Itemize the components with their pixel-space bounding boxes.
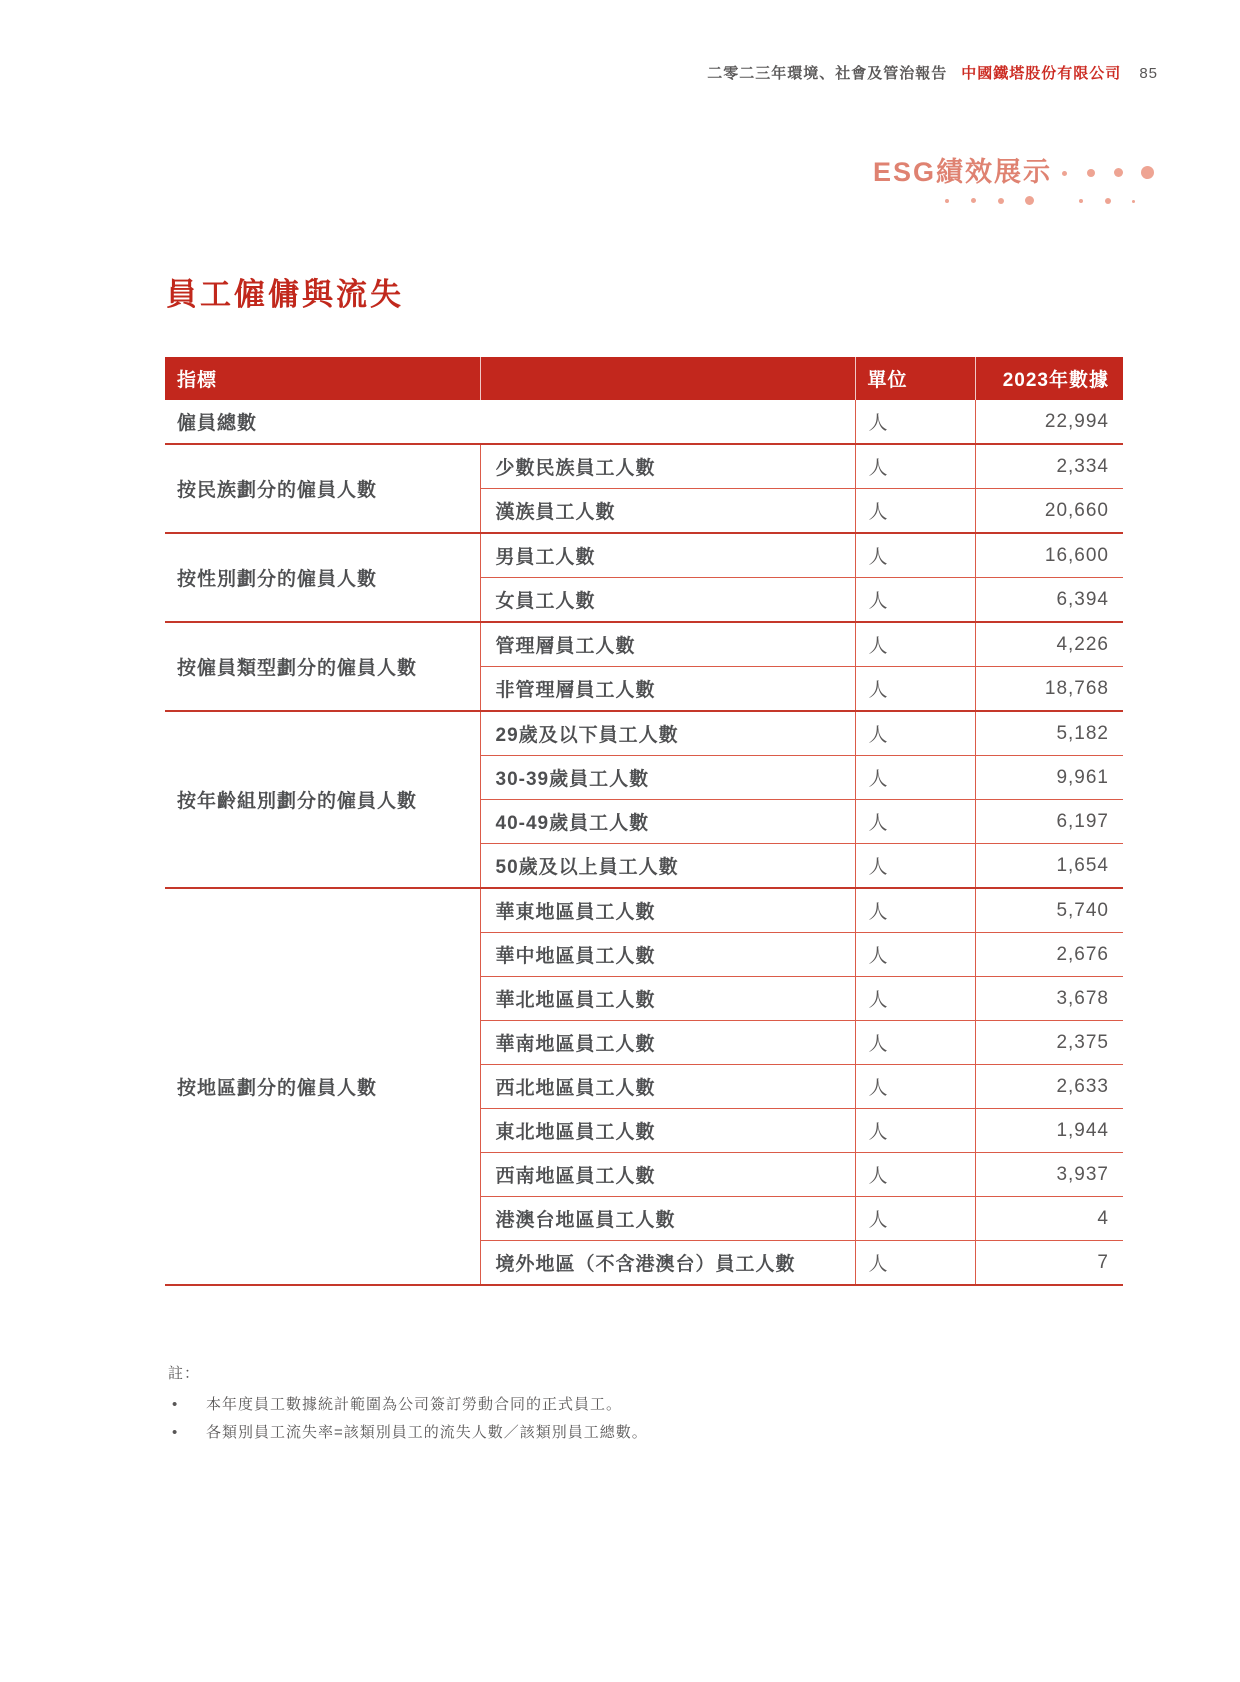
metric-cell: 50歲及以上員工人數	[480, 844, 855, 889]
value-cell: 3,937	[975, 1153, 1123, 1197]
metric-cell: 漢族員工人數	[480, 489, 855, 534]
header-2023-data: 2023年數據	[975, 357, 1123, 400]
notes-list	[168, 1391, 648, 1447]
unit-cell: 人	[855, 400, 975, 444]
page-header	[707, 62, 1158, 83]
category-cell: 按民族劃分的僱員人數	[165, 444, 480, 533]
value-cell: 2,676	[975, 933, 1123, 977]
page-title: 員工僱傭與流失	[166, 277, 404, 312]
value-cell: 6,197	[975, 800, 1123, 844]
page-number: 85	[1139, 65, 1158, 82]
dot-icon	[1062, 171, 1067, 176]
unit-cell: 人	[855, 1241, 975, 1286]
metric-cell: 29歲及以下員工人數	[480, 711, 855, 756]
metric-cell: 東北地區員工人數	[480, 1109, 855, 1153]
unit-cell: 人	[855, 1065, 975, 1109]
metric-cell: 華北地區員工人數	[480, 977, 855, 1021]
notes-label: 註：	[168, 1365, 201, 1382]
value-cell: 1,944	[975, 1109, 1123, 1153]
metric-cell: 非管理層員工人數	[480, 667, 855, 712]
value-cell: 20,660	[975, 489, 1123, 534]
metric-cell: 40-49歲員工人數	[480, 800, 855, 844]
header-unit: 單位	[855, 357, 975, 400]
metric-cell: 華南地區員工人數	[480, 1021, 855, 1065]
unit-cell: 人	[855, 1109, 975, 1153]
metric-cell: 華東地區員工人數	[480, 888, 855, 933]
category-cell: 按僱員類型劃分的僱員人數	[165, 622, 480, 711]
metrics-table	[165, 357, 1123, 1286]
metric-cell: 華中地區員工人數	[480, 933, 855, 977]
value-cell: 5,182	[975, 711, 1123, 756]
value-cell: 6,394	[975, 578, 1123, 623]
dot-icon	[1087, 169, 1095, 177]
dot-icon	[1025, 196, 1034, 205]
unit-cell: 人	[855, 1197, 975, 1241]
dot-icon	[1132, 200, 1135, 203]
table-row	[165, 444, 1123, 489]
notes-section	[168, 1362, 648, 1447]
unit-cell: 人	[855, 1153, 975, 1197]
category-cell: 按性別劃分的僱員人數	[165, 533, 480, 622]
metric-cell: 女員工人數	[480, 578, 855, 623]
unit-cell: 人	[855, 800, 975, 844]
value-cell: 16,600	[975, 533, 1123, 578]
value-cell: 18,768	[975, 667, 1123, 712]
unit-cell: 人	[855, 444, 975, 489]
category-cell: 僱員總數	[177, 413, 258, 434]
value-cell: 5,740	[975, 888, 1123, 933]
unit-cell: 人	[855, 844, 975, 889]
value-cell: 4,226	[975, 622, 1123, 667]
dot-icon	[1141, 166, 1154, 179]
note-item: • 本年度員工數據統計範圍為公司簽訂勞動合同的正式員工。	[168, 1391, 648, 1419]
value-cell: 2,375	[975, 1021, 1123, 1065]
unit-cell: 人	[855, 711, 975, 756]
dot-icon	[971, 198, 976, 203]
value-cell: 4	[975, 1197, 1123, 1241]
unit-cell: 人	[855, 977, 975, 1021]
value-cell: 7	[975, 1241, 1123, 1286]
value-cell: 22,994	[975, 400, 1123, 444]
dot-icon	[945, 199, 949, 203]
metric-cell: 30-39歲員工人數	[480, 756, 855, 800]
value-cell: 9,961	[975, 756, 1123, 800]
table-row	[165, 711, 1123, 756]
value-cell: 2,334	[975, 444, 1123, 489]
header-indicator-spacer	[480, 357, 855, 400]
unit-cell: 人	[855, 622, 975, 667]
value-cell: 1,654	[975, 844, 1123, 889]
unit-cell: 人	[855, 667, 975, 712]
dot-icon	[1114, 168, 1123, 177]
unit-cell: 人	[855, 933, 975, 977]
metrics-table-body	[165, 400, 1123, 1285]
unit-cell: 人	[855, 578, 975, 623]
metric-cell: 少數民族員工人數	[480, 444, 855, 489]
metric-cell: 西南地區員工人數	[480, 1153, 855, 1197]
metric-cell: 西北地區員工人數	[480, 1065, 855, 1109]
header-indicator: 指標	[165, 357, 480, 400]
unit-cell: 人	[855, 756, 975, 800]
metric-cell: 男員工人數	[480, 533, 855, 578]
category-cell: 按地區劃分的僱員人數	[165, 888, 480, 1285]
unit-cell: 人	[855, 1021, 975, 1065]
table-header-row	[165, 357, 1123, 400]
table-row	[165, 533, 1123, 578]
table-row	[165, 622, 1123, 667]
category-cell: 按年齡組別劃分的僱員人數	[165, 711, 480, 888]
company-name: 中國鐵塔股份有限公司	[961, 65, 1122, 82]
dot-icon	[1079, 199, 1083, 203]
value-cell: 2,633	[975, 1065, 1123, 1109]
table-row	[165, 888, 1123, 933]
metric-cell: 港澳台地區員工人數	[480, 1197, 855, 1241]
metric-cell: 境外地區（不含港澳台）員工人數	[480, 1241, 855, 1286]
unit-cell: 人	[855, 489, 975, 534]
note-item: • 各類別員工流失率=該類別員工的流失人數／該類別員工總數。	[168, 1419, 648, 1447]
unit-cell: 人	[855, 888, 975, 933]
report-title: 二零二三年環境、社會及管治報告	[707, 65, 948, 82]
value-cell: 3,678	[975, 977, 1123, 1021]
metric-cell: 管理層員工人數	[480, 622, 855, 667]
section-banner: ESG績效展示	[872, 157, 1052, 187]
table-row	[165, 400, 1123, 444]
dot-icon	[1105, 198, 1111, 204]
unit-cell: 人	[855, 533, 975, 578]
dot-icon	[998, 198, 1004, 204]
